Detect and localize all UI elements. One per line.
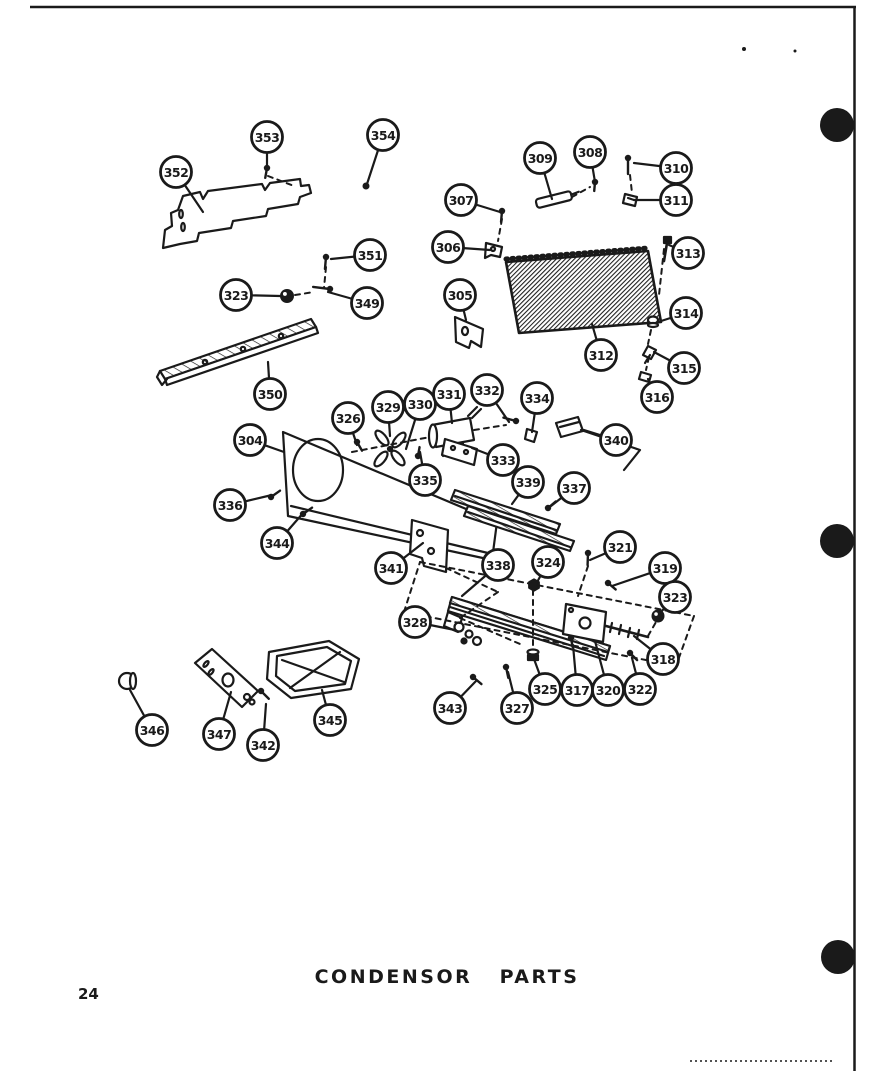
callout-332 xyxy=(472,375,510,423)
svg-text:336: 336 xyxy=(217,498,243,513)
callout-343 xyxy=(435,681,477,724)
screw-icon xyxy=(258,688,269,699)
stud-icon xyxy=(742,47,746,51)
callout-333 xyxy=(472,445,519,476)
svg-text:306: 306 xyxy=(435,240,461,255)
callout-341 xyxy=(376,543,424,584)
svg-text:331: 331 xyxy=(436,387,462,402)
punch-mark xyxy=(821,940,855,974)
svg-text:322: 322 xyxy=(627,682,653,697)
stud-icon xyxy=(794,50,797,53)
drier-tube xyxy=(535,189,580,208)
svg-text:305: 305 xyxy=(447,288,473,303)
coil-grommet xyxy=(648,317,658,328)
svg-text:335: 335 xyxy=(412,473,438,488)
svg-text:326: 326 xyxy=(335,411,361,426)
coil-clip xyxy=(643,346,656,363)
screw-icon xyxy=(585,550,591,565)
svg-text:341: 341 xyxy=(378,561,404,576)
callout-347 xyxy=(204,692,235,750)
svg-text:318: 318 xyxy=(650,652,676,667)
svg-text:337: 337 xyxy=(561,481,587,496)
motor-bracket xyxy=(442,439,477,465)
svg-text:338: 338 xyxy=(485,558,511,573)
svg-text:315: 315 xyxy=(671,361,697,376)
callout-312 xyxy=(586,324,617,371)
svg-text:343: 343 xyxy=(437,701,463,716)
threaded-rod xyxy=(606,623,648,639)
svg-text:323: 323 xyxy=(662,590,688,605)
callout-314 xyxy=(658,298,702,329)
svg-text:311: 311 xyxy=(663,193,689,208)
svg-text:316: 316 xyxy=(644,390,670,405)
svg-text:304: 304 xyxy=(237,433,263,448)
svg-text:308: 308 xyxy=(577,145,603,160)
svg-text:350: 350 xyxy=(257,387,283,402)
callout-310 xyxy=(634,153,692,184)
svg-text:351: 351 xyxy=(357,248,383,263)
svg-text:333: 333 xyxy=(490,453,516,468)
svg-text:313: 313 xyxy=(675,246,701,261)
svg-text:353: 353 xyxy=(254,130,280,145)
side-bracket xyxy=(195,649,258,707)
svg-text:325: 325 xyxy=(532,682,558,697)
callout-308 xyxy=(575,137,606,183)
callout-334 xyxy=(522,383,553,433)
callout-326 xyxy=(333,403,364,446)
page-number: 24 xyxy=(78,985,99,1003)
svg-text:307: 307 xyxy=(448,193,474,208)
callout-331 xyxy=(434,379,465,424)
svg-text:317: 317 xyxy=(564,683,590,698)
svg-text:346: 346 xyxy=(139,723,165,738)
callout-316 xyxy=(642,379,673,413)
callout-313 xyxy=(669,238,704,269)
svg-text:312: 312 xyxy=(588,348,614,363)
svg-text:345: 345 xyxy=(317,713,343,728)
svg-text:347: 347 xyxy=(206,727,232,742)
svg-text:352: 352 xyxy=(163,165,189,180)
grommet-cylinder xyxy=(119,673,136,689)
svg-text:324: 324 xyxy=(535,555,561,570)
svg-text:327: 327 xyxy=(504,701,530,716)
callout-323 xyxy=(659,582,691,615)
callout-354 xyxy=(367,120,399,185)
callout-327 xyxy=(502,672,533,724)
callout-353 xyxy=(252,122,283,166)
callout-346 xyxy=(130,690,168,746)
callout-304 xyxy=(235,425,285,456)
svg-text:321: 321 xyxy=(607,540,633,555)
callout-325 xyxy=(530,659,561,705)
punch-mark xyxy=(820,108,854,142)
svg-text:319: 319 xyxy=(652,561,678,576)
condenser-coil xyxy=(506,248,661,333)
callout-344 xyxy=(262,512,305,559)
callout-329 xyxy=(373,392,404,437)
callout-311 xyxy=(634,185,692,216)
svg-text:310: 310 xyxy=(663,161,689,176)
callout-307 xyxy=(446,185,501,216)
svg-text:334: 334 xyxy=(524,391,550,406)
mounting-rail-left xyxy=(157,319,318,385)
svg-text:344: 344 xyxy=(264,536,290,551)
screw-icon xyxy=(625,155,631,174)
motor-shaft-clip xyxy=(525,429,537,442)
drip-tray xyxy=(267,641,359,698)
svg-text:328: 328 xyxy=(402,615,428,630)
callout-318 xyxy=(634,636,679,675)
angle-bracket xyxy=(455,317,483,348)
callout-305 xyxy=(445,280,476,321)
screw-icon xyxy=(323,254,329,269)
callout-342 xyxy=(248,704,279,761)
svg-text:320: 320 xyxy=(595,683,621,698)
callout-351 xyxy=(331,240,386,271)
callout-336 xyxy=(215,490,273,521)
svg-text:323: 323 xyxy=(223,288,249,303)
punch-marks xyxy=(820,108,855,974)
callout-323 xyxy=(221,280,281,311)
svg-text:340: 340 xyxy=(603,433,629,448)
callout-337 xyxy=(551,473,590,507)
fasteners xyxy=(258,47,797,699)
grommet-icon xyxy=(280,289,294,303)
callout-315 xyxy=(654,352,700,384)
callout-340 xyxy=(584,425,632,456)
svg-text:314: 314 xyxy=(673,306,699,321)
callout-306 xyxy=(433,232,491,263)
callout-339 xyxy=(512,467,544,505)
callout-324 xyxy=(533,547,564,587)
condenser-mount-bolt xyxy=(664,237,671,261)
callout-321 xyxy=(590,532,636,563)
svg-text:339: 339 xyxy=(515,475,541,490)
punch-mark xyxy=(820,524,854,558)
rear-panel xyxy=(163,179,311,248)
callout-335 xyxy=(410,452,441,496)
svg-text:349: 349 xyxy=(354,296,380,311)
callout-309 xyxy=(525,143,556,200)
svg-text:329: 329 xyxy=(375,400,401,415)
svg-text:330: 330 xyxy=(407,397,433,412)
svg-text:332: 332 xyxy=(474,383,500,398)
callout-345 xyxy=(315,690,346,736)
svg-text:342: 342 xyxy=(250,738,276,753)
callout-350 xyxy=(255,362,286,410)
screw-icon xyxy=(499,208,505,222)
svg-text:354: 354 xyxy=(370,128,396,143)
svg-text:309: 309 xyxy=(527,151,553,166)
diagram-title: CONDENSOR PARTS xyxy=(314,966,580,988)
callout-349 xyxy=(328,288,383,319)
